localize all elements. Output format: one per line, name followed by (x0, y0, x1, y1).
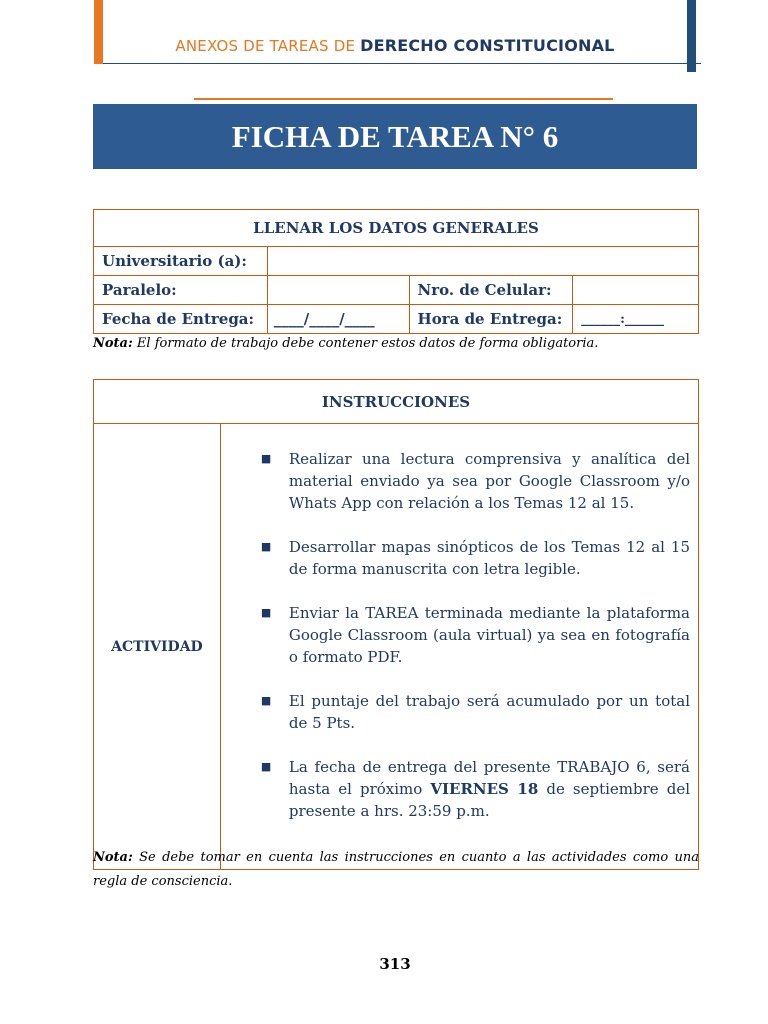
actividad-label: ACTIVIDAD (94, 424, 221, 870)
nota-datos-text: El formato de trabajo debe contener estos datos de forma obligatoria. (132, 336, 599, 351)
datos-heading: LLENAR LOS DATOS GENERALES (94, 210, 699, 247)
paralelo-field[interactable] (267, 276, 409, 305)
nota-instrucciones-label: Nota: (93, 850, 133, 865)
square-bullet-icon: ■ (260, 540, 272, 553)
header-title (103, 36, 687, 55)
list-item: ■ Realizar una lectura comprensiva y analítica del material enviado ya sea por Google Classroom y/o Whats App con relación a los Temas 12 al 15. (260, 450, 690, 512)
page-number: 313 (379, 955, 411, 973)
nota-datos-label: Nota: (93, 336, 133, 351)
square-bullet-icon: ■ (260, 452, 272, 465)
universitario-label: Universitario (a): (94, 247, 268, 276)
list-item: ■ La fecha de entrega del presente TRABAJO 6, será hasta el próximo VIERNES 18 de septiembre del presente a hrs. 23:59 p.m. (260, 758, 690, 820)
ficha-title: FICHA DE TAREA N° 6 (231, 118, 559, 154)
celular-field[interactable] (573, 276, 699, 305)
nota-instrucciones (93, 846, 699, 894)
instrucciones-list (261, 448, 690, 822)
header-divider (103, 63, 701, 64)
datos-generales-table (93, 209, 699, 334)
fecha-label: Fecha de Entrega: (94, 305, 268, 334)
list-item: ■ Desarrollar mapas sinópticos de los Temas 12 al 15 de forma manuscrita con letra legible. (260, 538, 690, 578)
square-bullet-icon: ■ (260, 760, 272, 773)
title-rule (194, 98, 613, 100)
nota-datos (93, 336, 598, 351)
paralelo-label: Paralelo: (94, 276, 268, 305)
list-item: ■ El puntaje del trabajo será acumulado por un total de 5 Pts. (260, 692, 690, 732)
celular-label: Nro. de Celular: (409, 276, 573, 305)
ficha-title-banner (93, 104, 697, 169)
hora-field[interactable]: ______:______ (573, 305, 699, 334)
header-accent-right (687, 0, 696, 72)
hora-label: Hora de Entrega: (409, 305, 573, 334)
square-bullet-icon: ■ (260, 606, 272, 619)
instrucciones-heading: INSTRUCCIONES (94, 380, 699, 424)
deadline-day: VIERNES 18 (430, 780, 539, 798)
nota-instrucciones-text: Se debe tomar en cuenta las instrucciones en cuanto a las actividades como una regla de consciencia. (93, 850, 699, 889)
list-item: ■ Enviar la TAREA terminada mediante la plataforma Google Classroom (aula virtual) ya sea en fotografía o formato PDF. (260, 604, 690, 666)
universitario-field[interactable] (267, 247, 698, 276)
header-prefix: ANEXOS DE TAREAS DE (175, 37, 361, 55)
square-bullet-icon: ■ (260, 694, 272, 707)
header-accent-left (94, 0, 103, 64)
fecha-field[interactable]: ____/____/____ (267, 305, 409, 334)
instrucciones-table (93, 379, 699, 870)
header-subject: DERECHO CONSTITUCIONAL (360, 36, 615, 55)
actividad-content (220, 424, 698, 870)
